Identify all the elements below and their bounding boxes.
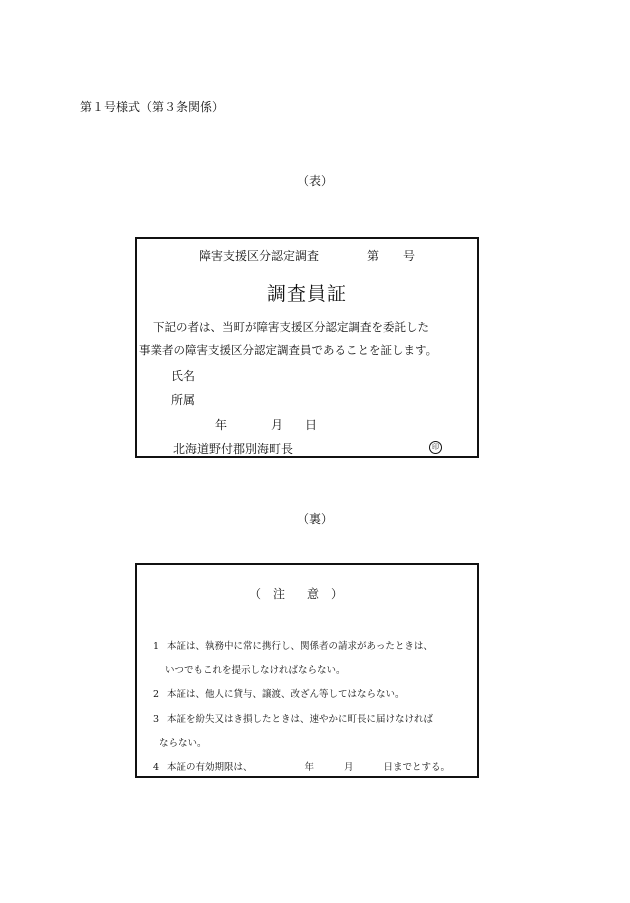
note-text: 本証は、執務中に常に携行し、関係者の請求があったときは、 <box>167 641 433 652</box>
note-item <box>153 711 433 725</box>
expiry-day-text: 日までとする。 <box>383 762 451 773</box>
note-item <box>153 759 450 773</box>
heading-word-2: 意 <box>307 587 322 601</box>
form-number: 第１号様式（第３条関係） <box>80 100 225 114</box>
header-title: 障害支援区分認定調査 <box>199 249 320 263</box>
note-number: 1 <box>153 641 160 652</box>
id-card-back <box>135 563 479 778</box>
note-number: 4 <box>153 762 160 773</box>
card-title: 調査員証 <box>266 283 347 305</box>
issuer: 北海道野付郡別海町長 <box>173 442 294 456</box>
note-item <box>153 638 433 652</box>
back-side-label: （裏） <box>296 512 333 526</box>
note-number: 2 <box>153 689 160 700</box>
note-text: 本証を紛失又はき損したときは、速やかに町長に届けなければ <box>167 714 434 725</box>
day-label: 日 <box>305 418 318 432</box>
heading-close-paren: ） <box>331 587 346 601</box>
number-suffix: 号 <box>403 249 416 263</box>
heading-word-1: 注 <box>273 587 288 601</box>
notes-heading <box>249 585 345 602</box>
affiliation-label: 所属 <box>171 393 196 407</box>
note-continuation: ならない。 <box>159 738 207 749</box>
note-text: 本証の有効期限は、 <box>167 762 253 773</box>
statement-line-1: 下記の者は、当町が障害支援区分認定調査を委託した <box>153 320 429 334</box>
card-header <box>199 247 415 264</box>
expiry-year-label: 年 <box>304 762 315 773</box>
seal-icon: 印 <box>429 441 442 454</box>
note-item <box>153 686 405 700</box>
statement-line-2: 事業者の障害支援区分認定調査員であることを証します。 <box>139 343 438 357</box>
front-side-label: （表） <box>296 174 333 188</box>
month-label: 月 <box>271 418 284 432</box>
issue-date <box>215 416 317 433</box>
expiry-month-label: 月 <box>344 762 354 773</box>
note-number: 3 <box>153 714 160 725</box>
year-label: 年 <box>215 418 228 432</box>
note-continuation: いつでもこれを提示しなければならない。 <box>165 665 346 676</box>
note-text: 本証は、他人に貸与、譲渡、改ざん等してはならない。 <box>167 689 405 700</box>
heading-open-paren: （ <box>249 587 264 601</box>
number-prefix: 第 <box>367 249 380 263</box>
id-card-front <box>135 237 479 458</box>
name-label: 氏名 <box>171 369 196 383</box>
